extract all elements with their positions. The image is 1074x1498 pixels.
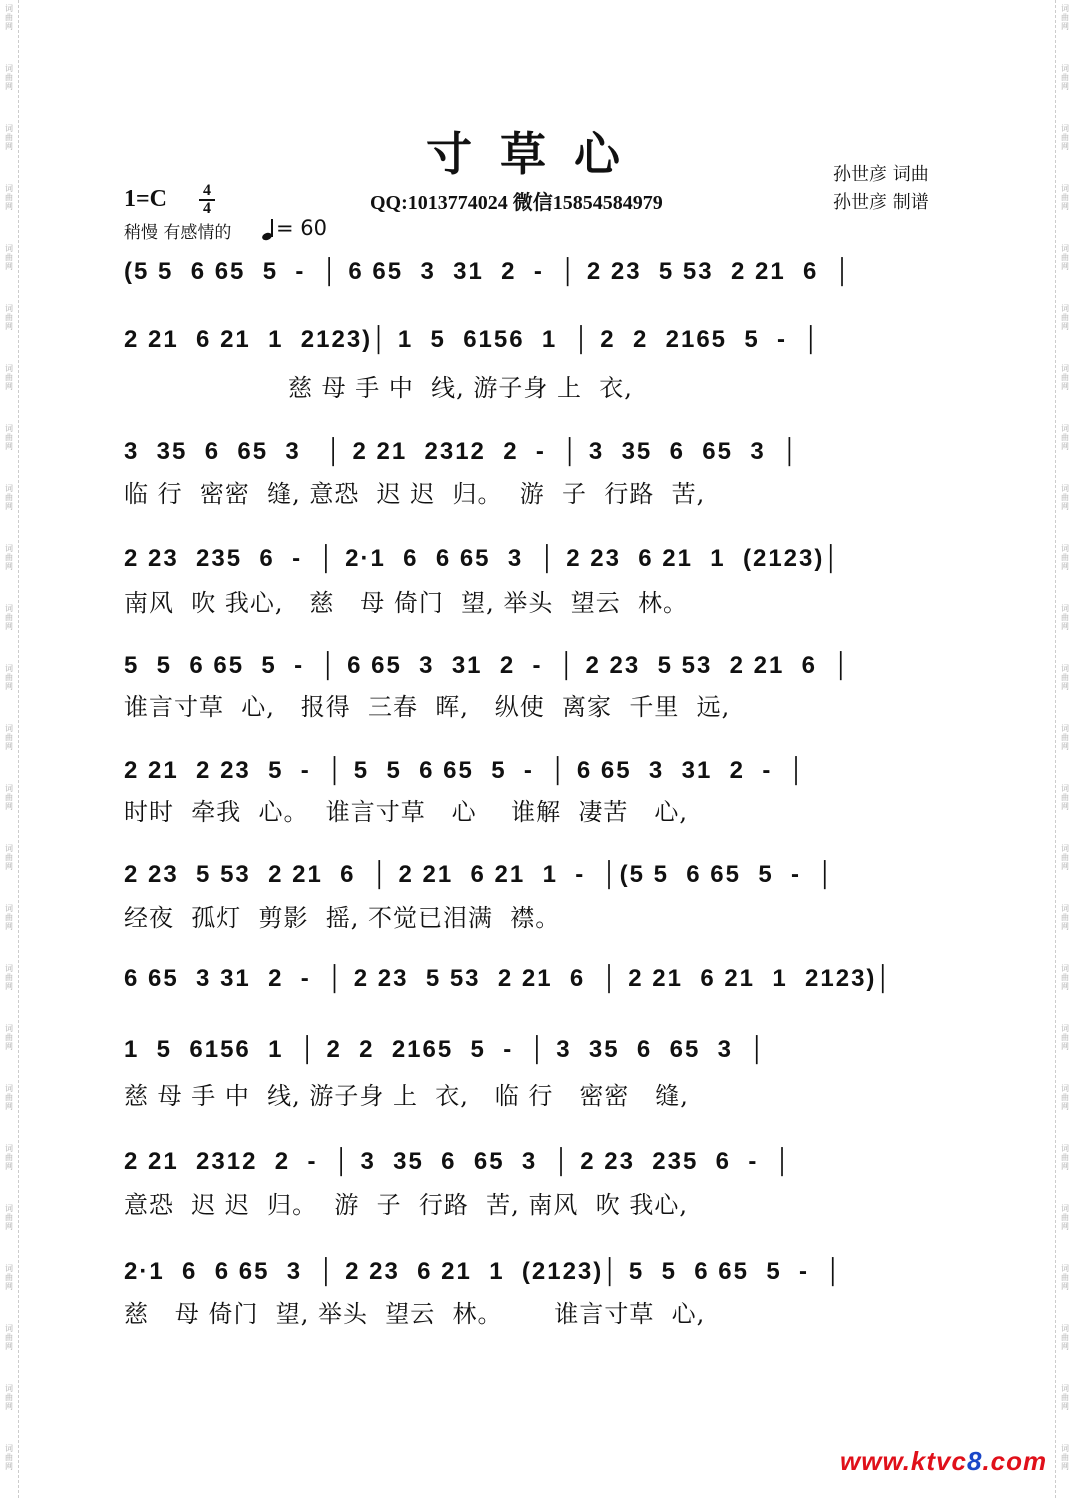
side-watermark-mark: 词 曲 网: [1061, 4, 1069, 31]
side-watermark-mark: 词 曲 网: [5, 724, 13, 751]
lyrics-line: 慈 母 手 中 线, 游子身 上 衣, 临 行 密密 缝,: [124, 1082, 689, 1110]
lyrics-line: 经夜 孤灯 剪影 摇, 不觉已泪满 襟。: [124, 904, 561, 932]
side-watermark-mark: 词 曲 网: [5, 904, 13, 931]
time-signature: [199, 184, 215, 216]
side-watermark-mark: 词 曲 网: [1061, 1264, 1069, 1291]
side-watermark-mark: 词 曲 网: [5, 484, 13, 511]
score-line: [124, 326, 954, 402]
side-watermark-mark: 词 曲 网: [5, 364, 13, 391]
side-watermark-mark: 词 曲 网: [1061, 1084, 1069, 1111]
notation-line: 3 35 6 65 3 │ 2 21 2312 2 - │ 3 35 6 65 3 │: [124, 438, 801, 465]
side-watermark-mark: 词 曲 网: [1061, 664, 1069, 691]
side-watermark-mark: 词 曲 网: [1061, 244, 1069, 271]
side-watermark-mark: 词 曲 网: [5, 1084, 13, 1111]
score-line: [124, 965, 954, 993]
time-sig-bottom: 4: [203, 200, 211, 217]
side-watermark-mark: 词 曲 网: [5, 1264, 13, 1291]
lyrics-line: 南风 吹 我心, 慈 母 倚门 望, 举头 望云 林。: [124, 589, 688, 617]
side-watermark-mark: 词 曲 网: [1061, 1444, 1069, 1471]
lyrics-line: 临 行 密密 缝, 意恐 迟 迟 归。 游 子 行路 苦,: [124, 480, 706, 508]
lyrics-line: 慈 母 倚门 望, 举头 望云 林。 谁言寸草 心,: [124, 1300, 706, 1328]
score-line: [124, 545, 954, 617]
notation-line: 1 5 6156 1 │ 2 2 2165 5 - │ 3 35 6 65 3 │: [124, 1036, 768, 1063]
song-title: 寸草心: [426, 127, 648, 181]
side-watermark-mark: 词 曲 网: [5, 184, 13, 211]
lyrics-line: 谁言寸草 心, 报得 三春 晖, 纵使 离家 千里 远,: [124, 693, 731, 721]
left-watermark-strip: [0, 0, 19, 1498]
lyrics-line: 时时 牵我 心。 谁言寸草 心 谁解 凄苦 心,: [124, 798, 688, 826]
side-watermark-mark: 词 曲 网: [5, 844, 13, 871]
side-watermark-mark: 词 曲 网: [1061, 304, 1069, 331]
metronome-value: = 60: [276, 216, 327, 240]
side-watermark-mark: 词 曲 网: [1061, 124, 1069, 151]
side-watermark-mark: 词 曲 网: [5, 424, 13, 451]
credit-lyrics-music: 孙世彦 词曲: [833, 164, 929, 185]
side-watermark-mark: 词 曲 网: [5, 1204, 13, 1231]
side-watermark-mark: 词 曲 网: [5, 4, 13, 31]
side-watermark-mark: 词 曲 网: [5, 64, 13, 91]
watermark-pre: www.ktvc: [840, 1446, 967, 1476]
side-watermark-mark: 词 曲 网: [5, 604, 13, 631]
score-line: [124, 1036, 954, 1110]
watermark-post: .com: [982, 1446, 1048, 1476]
side-watermark-mark: 词 曲 网: [1061, 1384, 1069, 1411]
right-watermark-strip: [1055, 0, 1074, 1498]
side-watermark-mark: 词 曲 网: [1061, 1144, 1069, 1171]
score-line: [124, 861, 954, 932]
side-watermark-mark: 词 曲 网: [1061, 1024, 1069, 1051]
notation-line: 6 65 3 31 2 - │ 2 23 5 53 2 21 6 │ 2 21 6 21 1 2123)│: [124, 965, 894, 992]
notation-line: 2·1 6 6 65 3 │ 2 23 6 21 1 (2123)│ 5 5 6 65 5 - │: [124, 1258, 844, 1285]
lyrics-line: 意恐 迟 迟 归。 游 子 行路 苦, 南风 吹 我心,: [124, 1191, 688, 1219]
side-watermark-mark: 词 曲 网: [1061, 784, 1069, 811]
notation-line: 2 23 5 53 2 21 6 │ 2 21 6 21 1 - │(5 5 6 65 5 - │: [124, 861, 836, 888]
side-watermark-mark: 词 曲 网: [5, 124, 13, 151]
side-watermark-mark: 词 曲 网: [5, 784, 13, 811]
side-watermark-mark: 词 曲 网: [5, 1144, 13, 1171]
contact-info: QQ:1013774024 微信15854584979: [370, 192, 663, 214]
side-watermark-mark: 词 曲 网: [5, 544, 13, 571]
side-watermark-mark: 词 曲 网: [5, 1024, 13, 1051]
side-watermark-mark: 词 曲 网: [5, 1384, 13, 1411]
side-watermark-mark: 词 曲 网: [5, 964, 13, 991]
side-watermark-mark: 词 曲 网: [1061, 1324, 1069, 1351]
metronome-mark: [262, 216, 327, 240]
side-watermark-mark: 词 曲 网: [1061, 184, 1069, 211]
notation-line: 2 21 2 23 5 - │ 5 5 6 65 5 - │ 6 65 3 31 2 - │: [124, 757, 807, 784]
side-watermark-mark: 词 曲 网: [1061, 484, 1069, 511]
side-watermark-mark: 词 曲 网: [5, 664, 13, 691]
side-watermark-mark: 词 曲 网: [1061, 844, 1069, 871]
side-watermark-mark: 词 曲 网: [5, 304, 13, 331]
side-watermark-mark: 词 曲 网: [1061, 64, 1069, 91]
side-watermark-mark: 词 曲 网: [1061, 1204, 1069, 1231]
time-sig-top: 4: [203, 182, 211, 199]
watermark-mid: 8: [966, 1446, 983, 1476]
side-watermark-mark: 词 曲 网: [1061, 724, 1069, 751]
side-watermark-mark: 词 曲 网: [1061, 964, 1069, 991]
score-line: [124, 1148, 954, 1219]
score-line: [124, 438, 954, 508]
notation-line: 2 23 235 6 - │ 2·1 6 6 65 3 │ 2 23 6 21 1 (2123)│: [124, 545, 842, 572]
side-watermark-mark: 词 曲 网: [5, 244, 13, 271]
side-watermark-mark: 词 曲 网: [1061, 544, 1069, 571]
lyrics-line: 慈 母 手 中 线, 游子身 上 衣,: [124, 374, 633, 402]
quarter-note-icon: [262, 220, 276, 240]
notation-line: 5 5 6 65 5 - │ 6 65 3 31 2 - │ 2 23 5 53 2 21 6 │: [124, 652, 852, 679]
score-line: [124, 1258, 954, 1328]
key-signature: 1=C: [124, 186, 168, 212]
side-watermark-mark: 词 曲 网: [1061, 604, 1069, 631]
side-watermark-mark: 词 曲 网: [5, 1444, 13, 1471]
notation-line: (5 5 6 65 5 - │ 6 65 3 31 2 - │ 2 23 5 53 2 21 6 │: [124, 258, 853, 285]
side-watermark-mark: 词 曲 网: [1061, 424, 1069, 451]
tempo-marking: 稍慢 有感情的: [124, 223, 232, 243]
site-watermark: [840, 1446, 1047, 1477]
side-watermark-mark: 词 曲 网: [1061, 364, 1069, 391]
score-line: [124, 757, 954, 826]
score-line: [124, 652, 954, 721]
notation-line: 2 21 6 21 1 2123)│ 1 5 6156 1 │ 2 2 2165 5 - │: [124, 326, 822, 353]
side-watermark-mark: 词 曲 网: [5, 1324, 13, 1351]
side-watermark-mark: 词 曲 网: [1061, 904, 1069, 931]
score-line: [124, 258, 954, 286]
notation-line: 2 21 2312 2 - │ 3 35 6 65 3 │ 2 23 235 6 - │: [124, 1148, 793, 1175]
credit-notation: 孙世彦 制谱: [833, 192, 929, 213]
